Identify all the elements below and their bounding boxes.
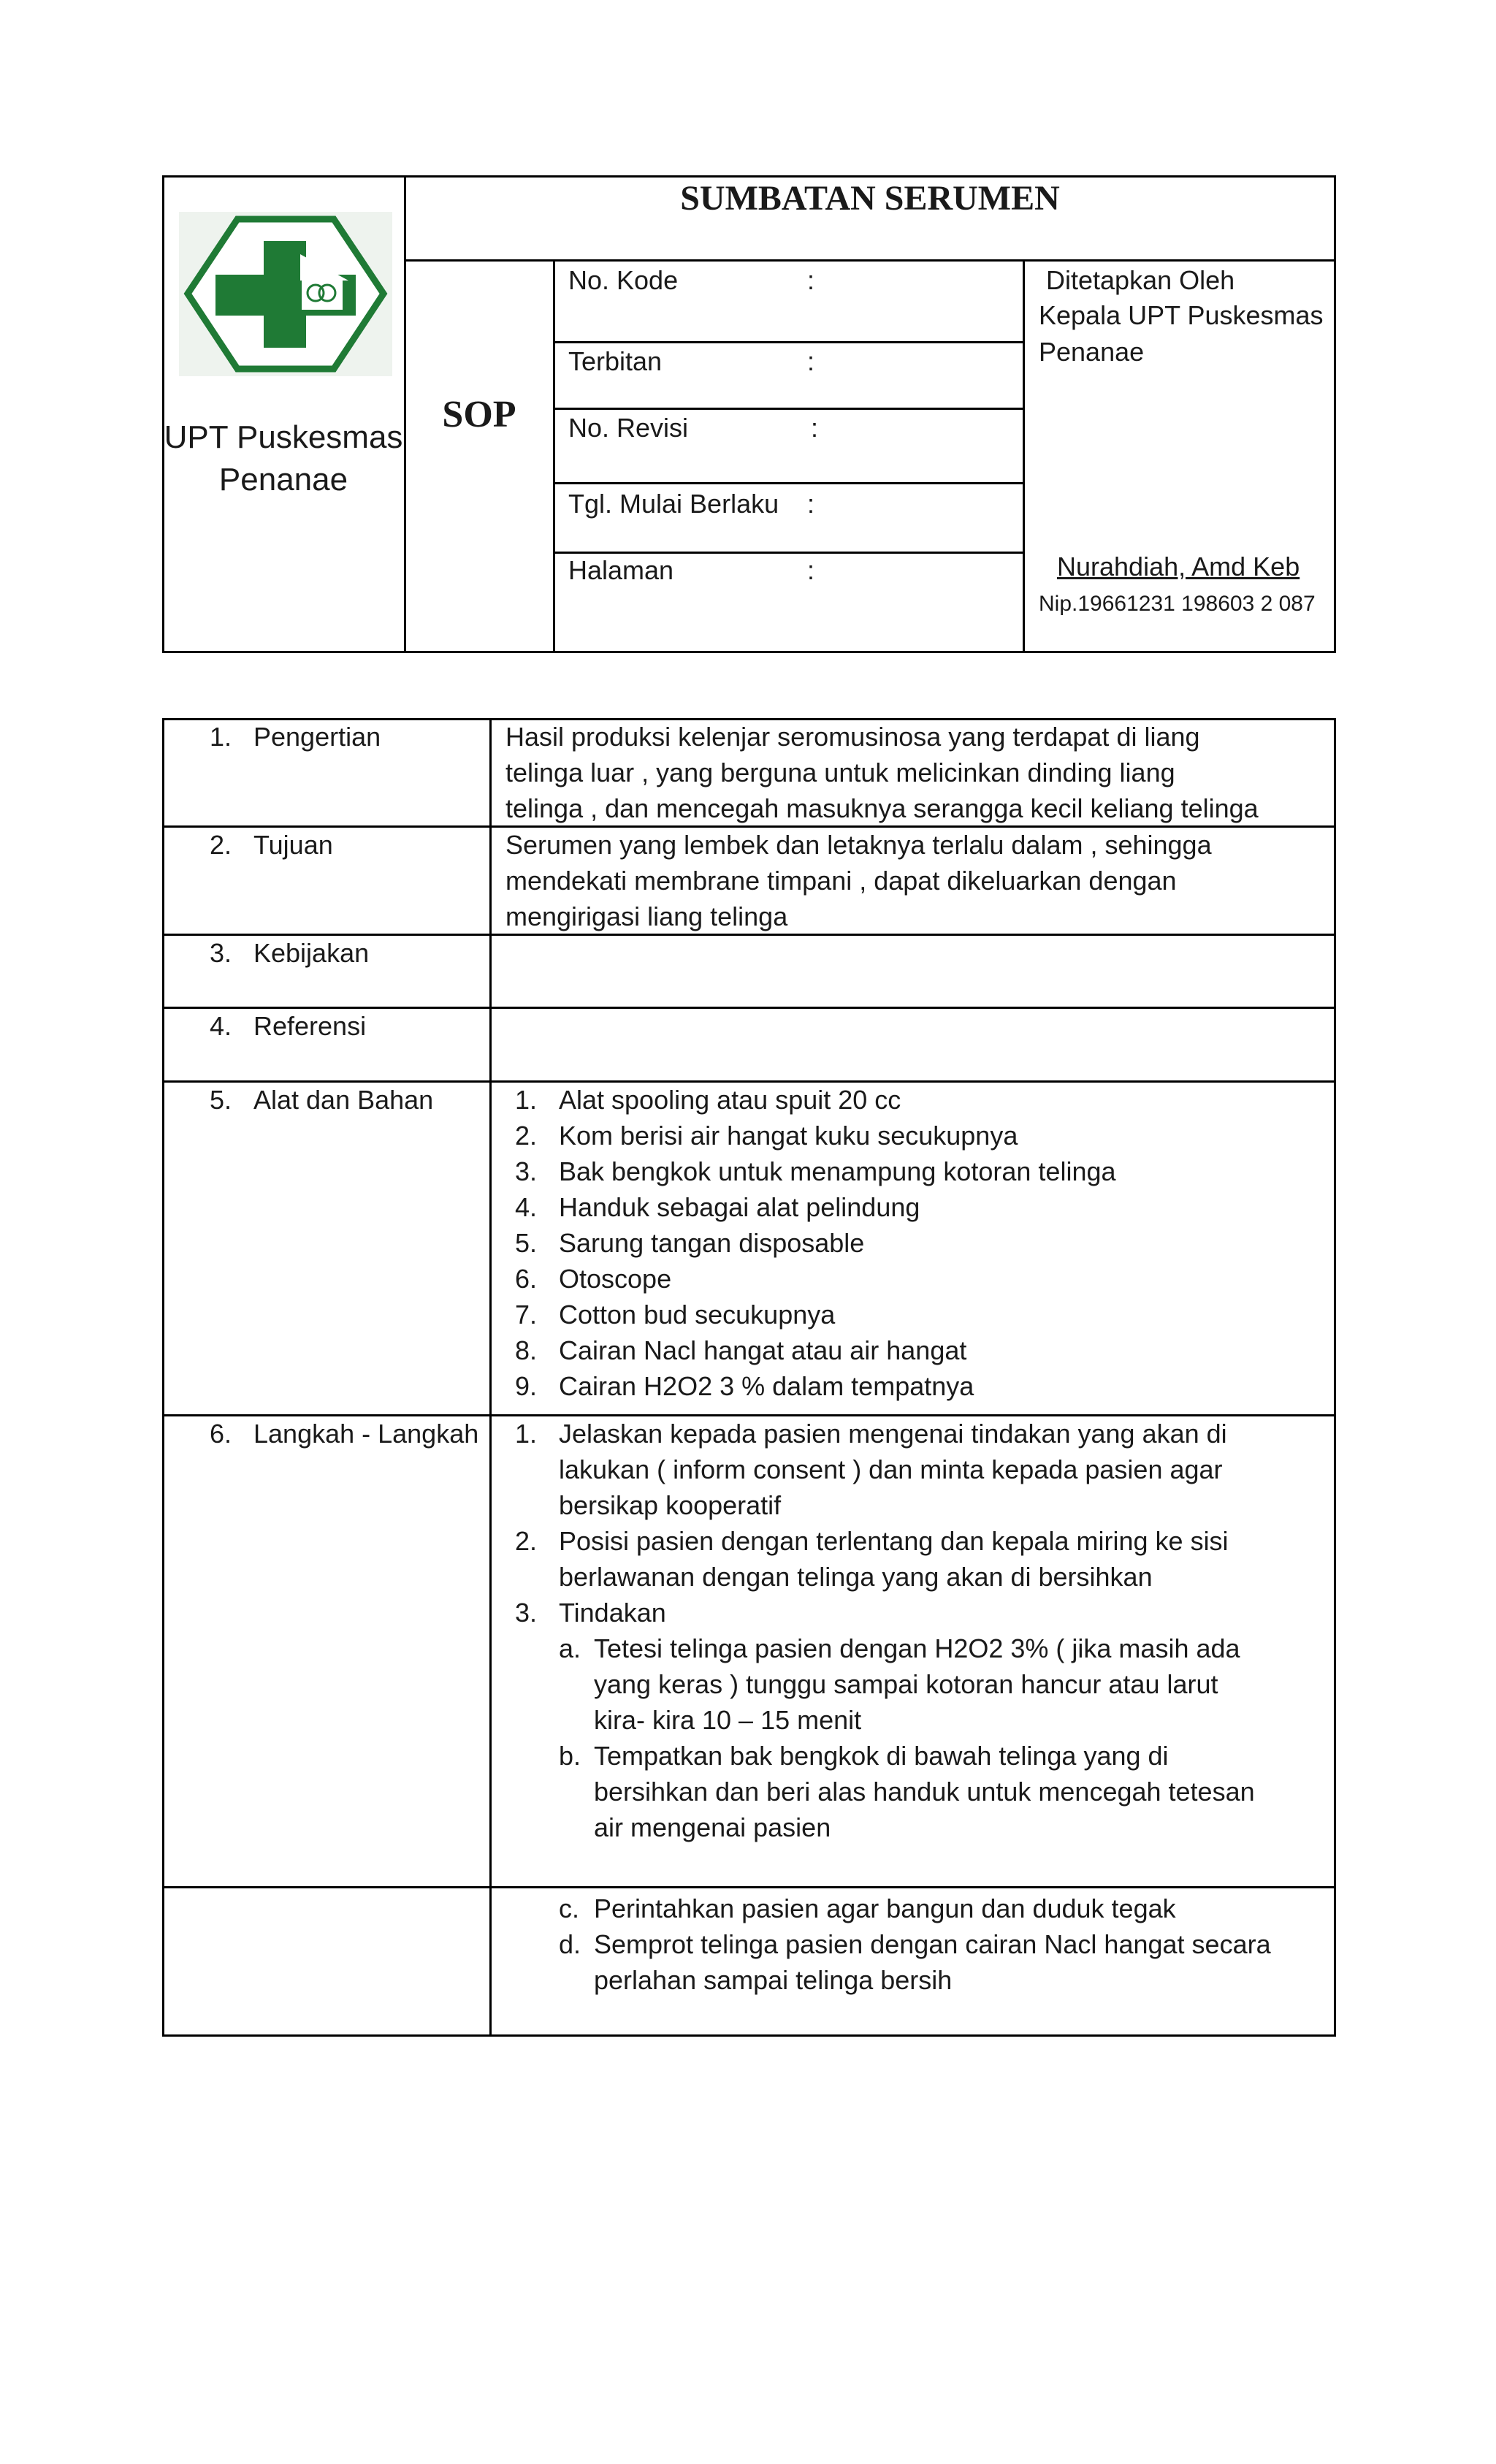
substep-line: air mengenai pasien — [594, 1812, 831, 1842]
step-line: berlawanan dengan telinga yang akan di bersihkan — [559, 1562, 1153, 1592]
meta-label-halaman: Halaman — [568, 555, 674, 585]
substep-line: kira- kira 10 – 15 menit — [594, 1705, 862, 1735]
list-item: Alat spooling atau spuit 20 cc — [559, 1085, 901, 1115]
row-number: 1. — [210, 722, 232, 752]
meta-label-revisi: No. Revisi — [568, 413, 689, 443]
row-label-referensi: Referensi — [253, 1011, 367, 1041]
substep-line: Tetesi telinga pasien dengan H2O2 3% ( jika masih ada — [594, 1633, 1240, 1663]
step-line: Posisi pasien dengan terlentang dan kepala miring ke sisi — [559, 1526, 1229, 1556]
step-number: 1. — [515, 1419, 538, 1449]
step-line: bersikap kooperatif — [559, 1490, 782, 1520]
sop-label: SOP — [442, 394, 516, 435]
meta-label-tgl: Tgl. Mulai Berlaku — [568, 489, 779, 519]
meta-divider — [553, 341, 1024, 343]
list-number: 5. — [515, 1228, 538, 1258]
row-number: 3. — [210, 938, 232, 968]
row-number: 6. — [210, 1419, 232, 1449]
header-divider — [553, 261, 555, 653]
meta-sep: : — [807, 489, 815, 519]
list-number: 1. — [515, 1085, 538, 1115]
row-label-pengertian: Pengertian — [253, 722, 381, 752]
step-number: 2. — [515, 1526, 538, 1556]
list-number: 4. — [515, 1192, 538, 1222]
substep-letter: d. — [559, 1929, 581, 1959]
row-number: 4. — [210, 1011, 232, 1041]
meta-label-kode: No. Kode — [568, 265, 679, 295]
substep-line: yang keras ) tunggu sampai kotoran hancur atau larut — [594, 1669, 1218, 1699]
column-divider — [489, 718, 492, 2037]
step-line: lakukan ( inform consent ) dan minta kepada pasien agar — [559, 1454, 1223, 1484]
row-label-kebijakan: Kebijakan — [253, 938, 370, 968]
substep-line: bersihkan dan beri alas handuk untuk mencegah tetesan — [594, 1777, 1255, 1807]
row-label-tujuan: Tujuan — [253, 830, 333, 860]
list-number: 2. — [515, 1121, 538, 1151]
approval-line: Penanae — [1039, 337, 1145, 367]
signer-nip: Nip.19661231 198603 2 087 — [1039, 592, 1316, 616]
substep-letter: b. — [559, 1741, 581, 1771]
list-item: Cairan Nacl hangat atau air hangat — [559, 1335, 967, 1365]
page-title: SUMBATAN SERUMEN — [680, 179, 1060, 218]
pengertian-line: telinga luar , yang berguna untuk melicinkan dinding liang — [505, 758, 1175, 787]
tujuan-line: mendekati membrane timpani , dapat dikeluarkan dengan — [505, 866, 1177, 896]
tujuan-line: mengirigasi liang telinga — [505, 901, 788, 931]
row-label-langkah: Langkah - Langkah — [253, 1419, 479, 1449]
org-name: UPT Puskesmas Penanae — [164, 419, 403, 497]
step-line: Jelaskan kepada pasien mengenai tindakan yang akan di — [559, 1419, 1227, 1449]
header-divider — [404, 259, 1336, 262]
substep-line: Semprot telinga pasien dengan cairan Nacl hangat secara — [594, 1929, 1271, 1959]
tujuan-line: Serumen yang lembek dan letaknya terlalu dalam , sehingga — [505, 830, 1212, 860]
step-line: Tindakan — [559, 1598, 666, 1628]
meta-sep: : — [811, 413, 819, 443]
row-number: 5. — [210, 1085, 232, 1115]
meta-sep: : — [807, 265, 815, 295]
row-label-alat: Alat dan Bahan — [253, 1085, 434, 1115]
list-number: 8. — [515, 1335, 538, 1365]
header-divider — [1023, 261, 1025, 653]
list-number: 6. — [515, 1264, 538, 1294]
meta-sep: : — [807, 555, 815, 585]
list-item: Otoscope — [559, 1264, 672, 1294]
substep-letter: c. — [559, 1893, 580, 1923]
row-divider — [162, 1886, 1336, 1888]
meta-label-terbitan: Terbitan — [568, 346, 663, 376]
signer-name: Nurahdiah, Amd Keb — [1057, 552, 1300, 581]
approval-line: Kepala UPT Puskesmas — [1039, 300, 1324, 330]
approval-line: Ditetapkan Oleh — [1046, 265, 1235, 295]
list-item: Cotton bud secukupnya — [559, 1300, 836, 1330]
pengertian-line: telinga , dan mencegah masuknya serangga kecil keliang telinga — [505, 793, 1259, 823]
meta-sep: : — [807, 346, 815, 376]
substep-line: Tempatkan bak bengkok di bawah telinga yang di — [594, 1741, 1169, 1771]
list-item: Handuk sebagai alat pelindung — [559, 1192, 920, 1222]
list-item: Cairan H2O2 3 % dalam tempatnya — [559, 1371, 974, 1401]
row-number: 2. — [210, 830, 232, 860]
step-number: 3. — [515, 1598, 538, 1628]
meta-divider — [553, 408, 1024, 410]
list-item: Sarung tangan disposable — [559, 1228, 865, 1258]
list-number: 7. — [515, 1300, 538, 1330]
substep-line: Perintahkan pasien agar bangun dan duduk tegak — [594, 1893, 1176, 1923]
list-number: 3. — [515, 1156, 538, 1186]
substep-line: perlahan sampai telinga bersih — [594, 1965, 953, 1995]
list-item: Kom berisi air hangat kuku secukupnya — [559, 1121, 1018, 1151]
meta-divider — [553, 482, 1024, 484]
list-number: 9. — [515, 1371, 538, 1401]
puskesmas-logo-icon — [179, 212, 392, 376]
list-item: Bak bengkok untuk menampung kotoran telinga — [559, 1156, 1116, 1186]
substep-letter: a. — [559, 1633, 581, 1663]
pengertian-line: Hasil produksi kelenjar seromusinosa yang terdapat di liang — [505, 722, 1200, 752]
